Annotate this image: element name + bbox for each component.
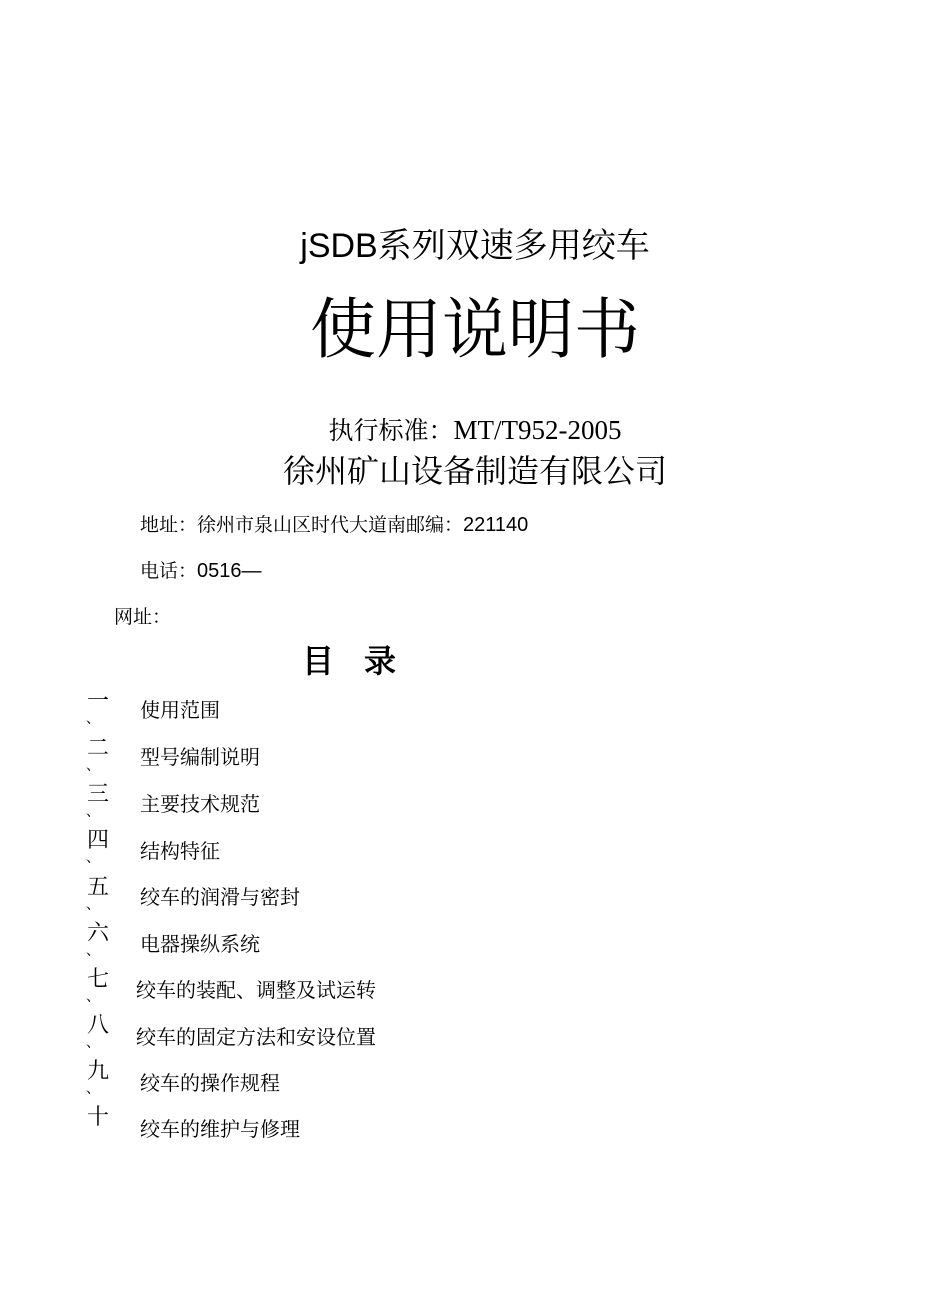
toc-item: 主要技术规范 bbox=[140, 792, 260, 816]
toc-item: 绞车的固定方法和安设位置 bbox=[136, 1025, 376, 1049]
toc-item: 结构特征 bbox=[140, 839, 220, 863]
website-line bbox=[114, 604, 171, 630]
toc-number: 九 、 bbox=[86, 1059, 109, 1097]
series-name: 系列双速多用绞车 bbox=[377, 226, 650, 266]
company-name: 徐州矿山设备制造有限公司 bbox=[282, 452, 667, 490]
toc-number: 四 、 bbox=[86, 828, 109, 866]
toc-number: 七 、 bbox=[86, 967, 109, 1005]
standard-label: 执行标准： bbox=[328, 416, 454, 445]
document-title: 使用说明书 bbox=[310, 291, 640, 368]
toc-number: 六 、 bbox=[86, 921, 109, 959]
website-label: 网址： bbox=[114, 606, 172, 628]
toc-heading: 目录 bbox=[302, 642, 427, 680]
phone-line bbox=[140, 558, 262, 584]
phone-value: 0516— bbox=[197, 560, 262, 582]
execution-standard bbox=[0, 412, 950, 449]
toc-number: 二 、 bbox=[86, 736, 109, 774]
toc-item: 绞车的操作规程 bbox=[140, 1071, 280, 1095]
toc-number: 五 、 bbox=[86, 875, 109, 913]
series-title bbox=[0, 224, 950, 268]
phone-label: 电话： bbox=[140, 560, 198, 582]
toc-item: 绞车的维护与修理 bbox=[140, 1117, 300, 1141]
postcode: 221140 bbox=[463, 514, 529, 536]
address-line bbox=[140, 512, 528, 538]
toc-number: 一 、 bbox=[86, 689, 109, 727]
standard-code: MT/T952-2005 bbox=[453, 415, 622, 445]
toc-item: 型号编制说明 bbox=[140, 745, 260, 769]
toc-number: 十 bbox=[86, 1105, 109, 1130]
address-label: 地址：徐州市泉山区时代大道南邮编： bbox=[140, 514, 464, 536]
series-prefix: jSDB bbox=[300, 227, 378, 265]
toc-item: 电器操纵系统 bbox=[140, 932, 260, 956]
toc-number: 八 、 bbox=[86, 1013, 109, 1051]
toc-item: 绞车的润滑与密封 bbox=[140, 885, 300, 909]
toc-item: 使用范围 bbox=[140, 698, 220, 722]
toc-item: 绞车的装配、调整及试运转 bbox=[136, 978, 376, 1002]
toc-number: 三 、 bbox=[86, 782, 109, 820]
